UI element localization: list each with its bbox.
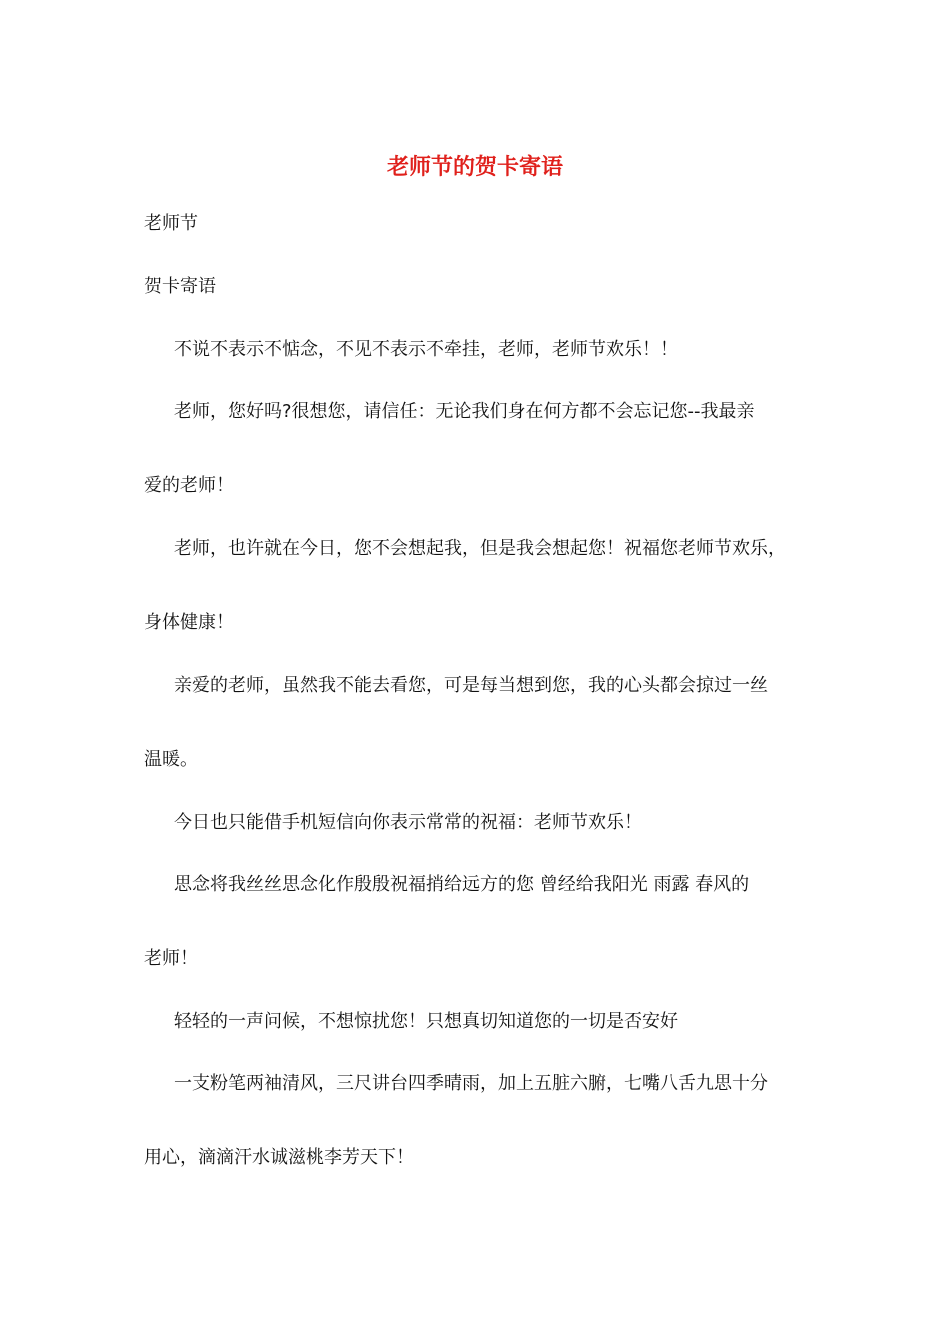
document-title: 老师节的贺卡寄语 <box>386 155 563 180</box>
paragraph-3-line-2: 身体健康！ <box>144 612 234 633</box>
paragraph-8-line-1: 一支粉笔两袖清风，三尺讲台四季晴雨，加上五脏六腑，七嘴八舌九思十分 <box>174 1073 768 1094</box>
paragraph-3-line-1: 老师，也许就在今日，您不会想起我，但是我会想起您！祝福您老师节欢乐， <box>174 538 786 559</box>
paragraph-6-line-2: 老师！ <box>144 948 198 969</box>
paragraph-4-line-2: 温暖。 <box>144 749 198 770</box>
paragraph-7: 轻轻的一声问候，不想惊扰您！只想真切知道您的一切是否安好 <box>174 1011 678 1032</box>
paragraph-2-line-1: 老师，您好吗?很想您，请信任：无论我们身在何方都不会忘记您--我最亲 <box>174 401 755 422</box>
heading-line-2: 贺卡寄语 <box>144 276 216 297</box>
paragraph-1: 不说不表示不惦念，不见不表示不牵挂，老师，老师节欢乐！！ <box>174 339 678 360</box>
heading-line-1: 老师节 <box>144 213 198 234</box>
paragraph-2-line-2: 爱的老师！ <box>144 475 234 496</box>
paragraph-5: 今日也只能借手机短信向你表示常常的祝福：老师节欢乐！ <box>174 812 642 833</box>
paragraph-8-line-2: 用心，滴滴汗水诚滋桃李芳天下！ <box>144 1147 414 1168</box>
paragraph-6-line-1: 思念将我丝丝思念化作殷殷祝福捎给远方的您 曾经给我阳光 雨露 春风的 <box>174 874 750 895</box>
paragraph-4-line-1: 亲爱的老师，虽然我不能去看您，可是每当想到您，我的心头都会掠过一丝 <box>174 675 768 696</box>
